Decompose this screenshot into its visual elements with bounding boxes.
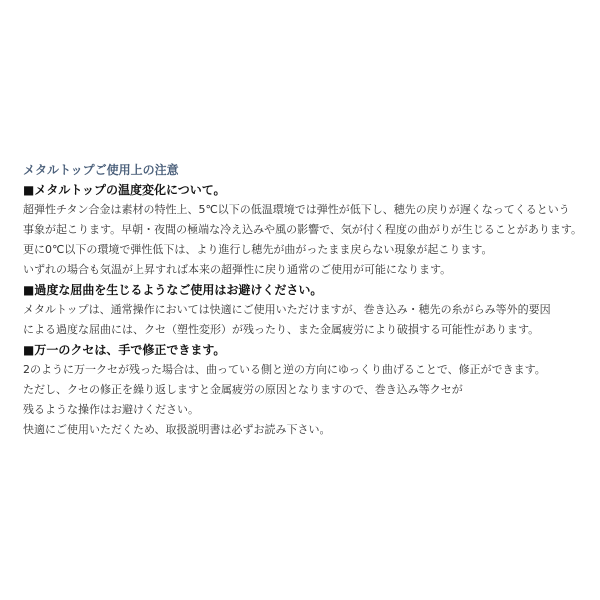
paragraph-line: による過度な屈曲には、クセ（塑性変形）が残ったり、また金属疲労により破損する可能性があります。 (23, 323, 540, 336)
section-heading: ■メタルトップの温度変化について。 (23, 183, 226, 197)
section-heading: ■万一のクセは、手で修正できます。 (23, 343, 226, 357)
paragraph-line: 更に0℃以下の環境で弾性低下は、より進行し穂先が曲がったまま戻らない現象が起こります。 (23, 243, 493, 256)
section-temperature (23, 180, 583, 280)
notice-document (23, 160, 583, 440)
paragraph-line: 超弾性チタン合金は素材の特性上、5℃以下の低温環境では弾性が低下し、穂先の戻りが遅くなってくるという (23, 203, 570, 216)
paragraph-line: 事象が起こります。早朝・夜間の極端な冷え込みや風の影響で、気が付く程度の曲がりが生じることがあります。 (23, 223, 583, 236)
page-title: メタルトップご使用上の注意 (23, 163, 179, 177)
paragraph-line: メタルトップは、通常操作においては快適にご使用いただけますが、巻き込み・穂先の糸がらみ等外的要因 (23, 303, 551, 316)
paragraph-line: いずれの場合も気温が上昇すれば本来の超弾性に戻り通常のご使用が可能になります。 (23, 263, 452, 276)
section-correction (23, 340, 583, 440)
section-bending (23, 280, 583, 340)
paragraph-line: ただし、クセの修正を繰り返しますと金属疲労の原因となりますので、巻き込み等クセが (23, 383, 463, 396)
section-heading: ■過度な屈曲を生じるようなご使用はお避けください。 (23, 283, 323, 297)
paragraph-line: 2のように万一クセが残った場合は、曲っている側と逆の方向にゆっくり曲げることで、修正ができます。 (23, 363, 546, 376)
paragraph-line: 残るような操作はお避けください。 (23, 403, 199, 416)
paragraph-line: 快適にご使用いただくため、取扱説明書は必ずお読み下さい。 (23, 423, 331, 436)
